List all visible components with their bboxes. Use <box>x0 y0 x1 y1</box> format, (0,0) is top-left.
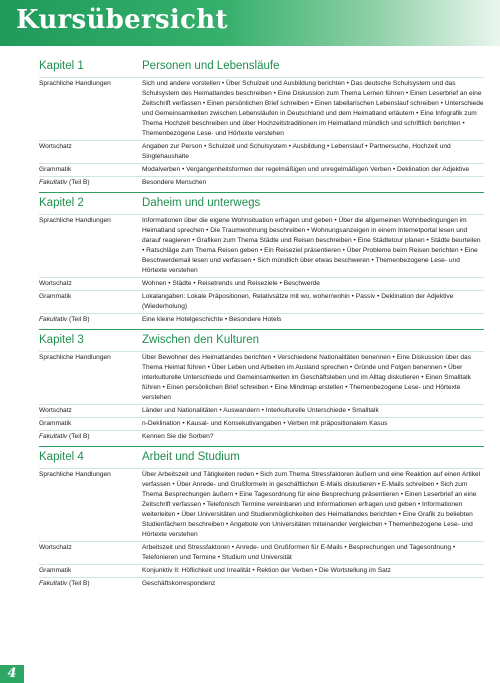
overview-row <box>39 290 484 313</box>
chapter-section <box>39 334 484 447</box>
row-label: Sprachliche Handlungen <box>39 471 111 478</box>
row-label <box>39 178 142 188</box>
row-label-text: (Teil B) <box>67 179 90 186</box>
chapter-title: Personen und Lebensläufe <box>142 60 280 72</box>
row-content: Konjunktiv II: Höflichkeit und Irrealität • Rektion der Verben • Die Wortstellung im Satz <box>142 567 391 574</box>
row-content: Eine kleine Hotelgeschichte • Besondere Hotels <box>142 316 282 323</box>
row-label: Grammatik <box>39 420 72 427</box>
chapter-number: Kapitel 2 <box>39 197 84 209</box>
row-label <box>39 579 142 589</box>
row-label: Sprachliche Handlungen <box>39 80 111 87</box>
row-content: Über Bewohner des Heimatlandes berichten • Verschiedene Nationalitäten benennen • Eine Diskussion über das Thema Heimat führen • Über Leben und Arbeiten im Ausland sprechen • Gründe und Folgen benennen • Über interkulturelle Unterschiede und Gemeinsamkeiten im Geschäftsleben und im Alltag diskutieren • Einen Smalltalk führen • Einen persönlichen Brief schreiben • Eine Mindmap erstellen • Themenbezogene Lese- und Hörtexte verstehen <box>142 354 472 401</box>
chapter-section <box>39 197 484 330</box>
chapter-number: Kapitel 4 <box>39 451 84 463</box>
row-label: Wortschatz <box>39 280 72 287</box>
course-overview <box>39 60 484 597</box>
chapter-title: Zwischen den Kulturen <box>142 334 259 346</box>
overview-row <box>39 163 484 176</box>
row-content: Sich und andere vorstellen • Über Schulzeit und Ausbildung berichten • Das deutsche Schulsystem und das Schulsystem des Heimatlandes beschreiben • Eine Diskussion zum Thema Lernen führen • Einen Leserbrief an eine Zeitschrift verfassen • Einen persönlichen Brief schreiben • Einen tabellarischen Lebenslauf schreiben • Unterschiede und Gemeinsamkeiten zwischen Lebensläufen in Deutschland und dem Heimatland erläutern • Eine Infografik zum Thema Hochzeit beschreiben und über Hochzeitstraditionen im Heimatland mündlich und schriftlich berichten • Themenbezogene Lese- und Hörtexte verstehen <box>142 80 484 137</box>
overview-row <box>39 214 484 277</box>
row-content: Modalverben • Vergangenheitsformen der regelmäßigen und unregelmäßigen Verben • Deklination der Adjektive <box>142 166 470 173</box>
chapter-heading <box>39 334 484 351</box>
row-label <box>39 432 142 442</box>
overview-row <box>39 430 484 443</box>
row-content: n-Deklination • Kausal- und Konsekutivangaben • Verben mit präpositionalem Kasus <box>142 420 388 427</box>
chapter-heading <box>39 197 484 214</box>
row-label-text: (Teil B) <box>67 433 90 440</box>
chapter-title: Arbeit und Studium <box>142 451 240 463</box>
overview-row <box>39 351 484 404</box>
chapter-section <box>39 60 484 193</box>
optional-marker: Fakultativ <box>39 580 68 587</box>
row-content: Geschäftskorrespondenz <box>142 580 216 587</box>
row-content: Wohnen • Städte • Reisetrends und Reiseziele • Beschwerde <box>142 280 320 287</box>
overview-row <box>39 417 484 430</box>
overview-row <box>39 77 484 140</box>
row-content: Lokalangaben: Lokale Präpositionen, Relativsätze mit wo, woher/wohin • Passiv • Deklination der Adjektive (Wiederholung) <box>142 293 454 310</box>
row-label: Wortschatz <box>39 143 72 150</box>
overview-row <box>39 313 484 326</box>
row-content: Angaben zur Person • Schulzeit und Schulsystem • Ausbildung • Lebenslauf • Partnersuche, Hochzeit und Singlehaushalte <box>142 143 451 160</box>
chapter-section <box>39 451 484 593</box>
row-content: Informationen über die eigene Wohnsituation erfragen und geben • Über die allgemeinen Wohnbedingungen im Heimatland sprechen • Die Traumwohnung beschreiben • Wohnungsanzeigen in einem Internetportal lesen und darauf reagieren • Grafiken zum Thema Städte und Reisen beschreiben • Eine Städtetour planen • Städte beurteilen • Ratschläge zum Thema Reisen geben • Ein Reiseziel präsentieren • Über Probleme beim Reisen berichten • Eine Beschwerdemail lesen und verfassen • Sich mündlich über etwas beschweren • Themenbezogene Lese- und Hörtexte verstehen <box>142 217 481 274</box>
chapter-number: Kapitel 1 <box>39 60 84 72</box>
row-content: Kennen Sie die Sorben? <box>142 433 214 440</box>
overview-row <box>39 541 484 564</box>
overview-row <box>39 140 484 163</box>
row-label-text: (Teil B) <box>67 316 90 323</box>
row-label: Wortschatz <box>39 544 72 551</box>
overview-row <box>39 468 484 541</box>
chapter-heading <box>39 60 484 77</box>
chapter-title: Daheim und unterwegs <box>142 197 261 209</box>
row-label-text: (Teil B) <box>67 580 90 587</box>
row-content: Arbeitszeit und Stressfaktoren • Anrede- und Grußformen für E-Mails • Besprechungen und Tagesordnung • Telefonieren und Termine • Studium und Universität <box>142 544 456 561</box>
page-header <box>0 0 500 46</box>
overview-row <box>39 404 484 417</box>
row-label <box>39 315 142 325</box>
overview-row <box>39 564 484 577</box>
chapter-heading <box>39 451 484 468</box>
row-label: Grammatik <box>39 166 72 173</box>
row-label: Grammatik <box>39 567 72 574</box>
chapter-number: Kapitel 3 <box>39 334 84 346</box>
row-label: Sprachliche Handlungen <box>39 354 111 361</box>
optional-marker: Fakultativ <box>39 316 68 323</box>
row-label: Grammatik <box>39 293 72 300</box>
optional-marker: Fakultativ <box>39 433 68 440</box>
overview-row <box>39 577 484 590</box>
row-content: Über Arbeitszeit und Tätigkeiten reden • Sich zum Thema Stressfaktoren äußern und eine Reaktion auf einen Artikel verfassen • Über Anrede- und Grußformeln in geschäftlichen E-Mails diskutieren • E-Mails schreiben • Sich zum Thema Besprechungen äußern • Eine Tagesordnung für eine Besprechung präsentieren • Einen Leserbrief an eine Zeitschrift verfassen • Telefonisch Termine vereinbaren und Informationen erfragen und geben • Informationen weiterleiten • Über Universitäten und Studienmöglichkeiten des Heimatlandes berichten • Eine Grafik zu beliebten Studienfächern beschreiben • Angebote von Universitäten miteinander vergleichen • Themenbezogene Lese- und Hörtexte verstehen <box>142 471 481 538</box>
page-number: 4 <box>0 665 24 683</box>
optional-marker: Fakultativ <box>39 179 68 186</box>
overview-row <box>39 277 484 290</box>
row-label: Sprachliche Handlungen <box>39 217 111 224</box>
row-label: Wortschatz <box>39 407 72 414</box>
overview-row <box>39 176 484 189</box>
page-title: Kursübersicht <box>16 5 228 35</box>
row-content: Besondere Menschen <box>142 179 207 186</box>
row-content: Länder und Nationalitäten • Auswandern • Interkulturelle Unterschiede • Smalltalk <box>142 407 379 414</box>
chapter-list <box>39 60 484 593</box>
